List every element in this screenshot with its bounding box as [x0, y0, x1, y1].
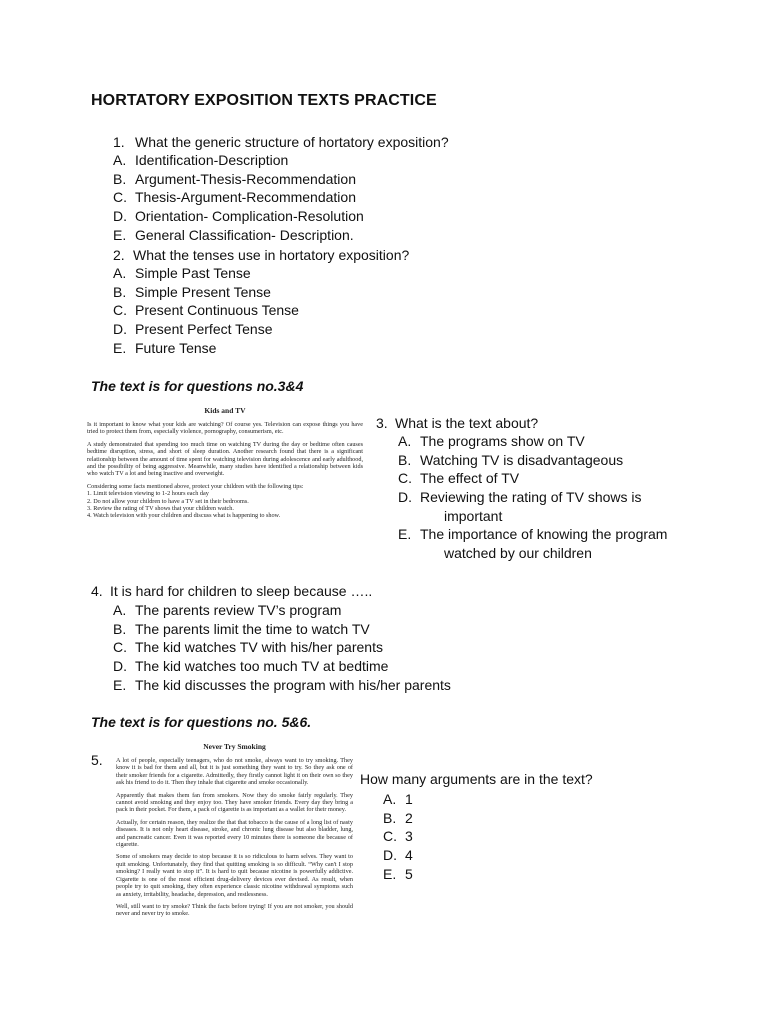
reading-tip: 4. Watch television with your children and discuss what is happening to show.	[87, 512, 281, 520]
question-number: 3.	[376, 415, 388, 431]
option-d: D. The kid watches too much TV at bedtime	[113, 658, 389, 675]
reading-paragraph: Actually, for certain reason, they realize the that that tobacco is the cause of a long list of nasty diseases. It is not only heart disease, stroke, and chronic lung disease but also bladder, lung, and pancreatic cancer. Even it was reported every 10 minutes there is someone die because of cigarette.	[116, 818, 353, 849]
option-e: E. The kid discusses the program with his/her parents	[113, 676, 451, 693]
question-text: What is the text about?	[395, 415, 539, 431]
question-4	[91, 582, 372, 601]
question-5-text: How many arguments are in the text?	[360, 771, 593, 787]
reading-paragraph: Well, still want to try smoke? Think the facts before trying! If you are not smoker, you should never and never try to smoke.	[116, 902, 353, 918]
option-b: B. Simple Present Tense	[113, 283, 271, 300]
option-e: E. The importance of knowing the program	[398, 526, 668, 543]
option-d: D. Reviewing the rating of TV shows is	[398, 489, 642, 506]
option-e: E. 5	[383, 865, 413, 882]
reading-tip: 1. Limit television viewing to 1-2 hours each day	[87, 490, 209, 498]
option-a: A. 1	[383, 791, 413, 807]
option-c: C. The kid watches TV with his/her parents	[113, 639, 383, 656]
reading-paragraph: Apparently that makes them fan from smokers. Now they do smoke fairly regularly. They cannot avoid smoking and they enjoy too. They have smoker friends. Every day they bring a pack in their pocket. For them, a pack of cigarette is as important as a wallet for their money.	[116, 791, 353, 814]
question-text: It is hard for children to sleep because …..	[110, 583, 373, 599]
option-e-continued: watched by our children	[444, 545, 592, 562]
question-2	[113, 246, 409, 265]
reading-paragraph: Is it important to know what your kids are watching? Of course yes. Television can expose things you have tried to protect them from, especially violence, pornography, consumerism, etc.	[87, 421, 363, 436]
option-d: D. 4	[383, 847, 413, 864]
reading-tip: 2. Do not allow your children to have a TV set in their bedrooms.	[87, 497, 249, 505]
reading-paragraph: Some of smokers may decide to stop because it is so ridiculous to harm selves. They want to quit smoking. Unfortunately, they find that quitting smoking is so difficult. “Why can't I stop smoking? I really want to stop it”. It is hard to quit because nicotine is powerfully addictive. Cigarette is one of the most efficient drug-delivery devices ever devised. As result, when people try to quit smoking, they often experience classic nicotine withdrawal symptoms such as anxiety, irritability, headache, depression, and restlessness.	[116, 853, 353, 898]
page-title: HORTATORY EXPOSITION TEXTS PRACTICE	[91, 92, 437, 109]
question-text: What the tenses use in hortatory exposition?	[133, 247, 410, 263]
section-heading-2: The text is for questions no. 5&6.	[91, 714, 312, 730]
option-c: C. Thesis-Argument-Recommendation	[113, 189, 356, 206]
question-text: What the generic structure of hortatory exposition?	[135, 134, 449, 150]
reading-text-kids-and-tv	[87, 406, 363, 520]
option-b: B. 2	[383, 809, 413, 826]
option-d: D. Present Perfect Tense	[113, 321, 273, 338]
option-d-continued: important	[444, 507, 503, 524]
option-a: A. Simple Past Tense	[113, 265, 251, 281]
reading-title: Never Try Smoking	[203, 742, 266, 751]
question-number: 2.	[113, 247, 125, 263]
option-b: B. Watching TV is disadvantageous	[398, 451, 624, 468]
option-d: D. Orientation- Complication-Resolution	[113, 208, 364, 225]
reading-paragraph: A study demonstrated that spending too much time on watching TV during the day or bedtime often causes bedtime disruption, stress, and short of sleep duration. Another research found that there is a significant relationship between the amount of time spent for watching television during adolescence and early adulthood, and the possibility of being aggressive. Meanwhile, many studies have identified a relationship between kids who watch TV a lot and being inactive and overweight.	[87, 440, 363, 478]
question-1-options	[113, 151, 364, 244]
option-c: C. The effect of TV	[398, 470, 520, 487]
option-b: B. Argument-Thesis-Recommendation	[113, 170, 356, 187]
reading-title: Kids and TV	[204, 406, 246, 415]
option-e: E. General Classification- Description.	[113, 226, 354, 243]
question-5-number: 5.	[91, 752, 103, 768]
question-5-options	[383, 790, 413, 883]
question-2-options	[113, 264, 299, 357]
question-4-options	[113, 601, 451, 694]
option-c: C. Present Continuous Tense	[113, 302, 299, 319]
question-3-options	[398, 432, 667, 563]
reading-paragraph: A lot of people, especially teenagers, who do not smoke, always want to try smoking. They know it is bad for them and all, but it is just something they want to try. So they ask one of their smoker friends for a cigarette. Admittedly, they firstly cannot light it on their own so they ask his friend to do it. Then they inhale that cigarette and smoke occasionally.	[116, 757, 353, 787]
reading-tip: 3. Review the rating of TV shows that your children watch.	[87, 505, 234, 513]
question-1	[113, 133, 449, 152]
question-number: 1.	[113, 134, 125, 150]
option-e: E. Future Tense	[113, 339, 217, 356]
option-b: B. The parents limit the time to watch TV	[113, 620, 370, 637]
option-a: A. The programs show on TV	[398, 433, 585, 449]
reading-paragraph: Considering some facts mentioned above, protect your children with the following tips:	[87, 482, 304, 490]
option-a: A. Identification-Description	[113, 152, 289, 168]
option-a: A. The parents review TV’s program	[113, 602, 342, 618]
question-number: 4.	[91, 583, 103, 599]
question-3	[376, 414, 538, 433]
option-c: C. 3	[383, 828, 413, 845]
section-heading-1: The text is for questions no.3&4	[91, 378, 304, 394]
reading-text-never-try-smoking	[116, 742, 353, 923]
